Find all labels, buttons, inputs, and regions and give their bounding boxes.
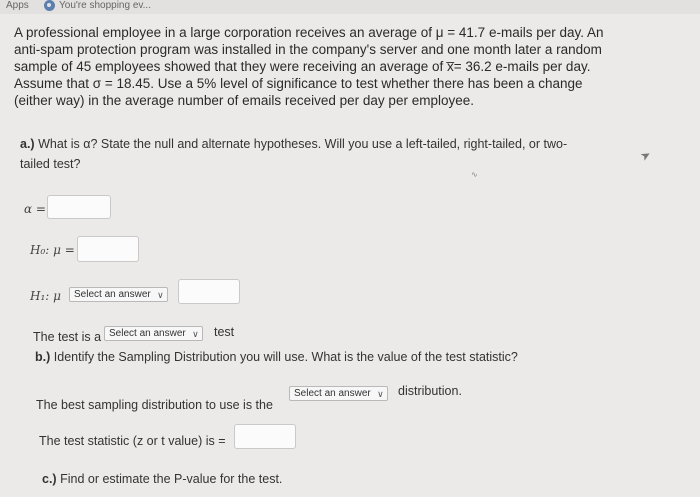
part-b-label: b.): [35, 350, 51, 364]
test-type-select[interactable]: [104, 326, 203, 341]
bookmark-shopping-label: You're shopping ev...: [59, 0, 151, 11]
problem-line: sample of 45 employees showed that they were receiving an average of x̅= 36.2 e-mails per day.: [14, 59, 591, 74]
test-stat-input[interactable]: [234, 424, 296, 449]
test-prefix: The test is a: [33, 330, 102, 344]
problem-line: anti-spam protection program was installed in the company's server and one month later a random: [14, 42, 602, 57]
problem-line: (either way) in the average number of emails received per day per employee.: [14, 93, 474, 108]
cursor-icon: ➤: [637, 146, 654, 164]
part-b-question-text: Identify the Sampling Distribution you will use. What is the value of the test statistic?: [53, 350, 518, 364]
part-a-question: [20, 137, 567, 151]
chevron-down-icon: ∨: [192, 329, 199, 339]
chevron-down-icon: ∨: [157, 290, 164, 300]
part-a-question-line1: What is α? State the null and alternate hypotheses. Will you use a left-tailed, right-tailed, or two-: [38, 137, 568, 151]
part-c-question-text: Find or estimate the P-value for the test.: [60, 472, 283, 486]
bookmarks-bar: [0, 0, 700, 14]
site-icon: [44, 0, 55, 11]
part-c-question: [42, 472, 282, 486]
test-suffix: test: [214, 325, 235, 339]
part-a-question-line2: tailed test?: [20, 157, 81, 171]
part-c-label: c.): [42, 472, 57, 486]
problem-statement: [14, 24, 614, 109]
problem-line: Assume that σ = 18.45. Use a 5% level of significance to test whether there has been a change: [14, 76, 583, 91]
part-a-label: a.): [20, 137, 35, 151]
bookmark-shopping[interactable]: [44, 0, 151, 11]
alpha-input[interactable]: [47, 195, 111, 219]
h0-input[interactable]: [77, 236, 139, 262]
problem-line: A professional employee in a large corporation receives an average of μ = 41.7 e-mails per day. An: [14, 25, 604, 40]
dist-suffix: distribution.: [398, 384, 462, 398]
h1-select[interactable]: [69, 287, 168, 302]
test-stat-label: The test statistic (z or t value) is =: [39, 434, 226, 448]
test-type-select-label: Select an answer: [109, 328, 186, 339]
part-b-question: [35, 350, 518, 364]
h1-label: H₁: μ: [30, 289, 61, 303]
distribution-select[interactable]: [289, 386, 388, 401]
h1-input[interactable]: [178, 279, 240, 304]
chevron-down-icon: ∨: [377, 389, 384, 399]
alpha-label: α =: [24, 202, 46, 216]
distribution-select-label: Select an answer: [294, 388, 371, 399]
h0-label: H₀: μ =: [30, 243, 75, 257]
tick-mark: ∿: [471, 170, 478, 179]
dist-prefix: The best sampling distribution to use is the: [36, 398, 273, 412]
h1-select-label: Select an answer: [74, 289, 151, 300]
bookmark-apps[interactable]: Apps: [6, 0, 29, 11]
